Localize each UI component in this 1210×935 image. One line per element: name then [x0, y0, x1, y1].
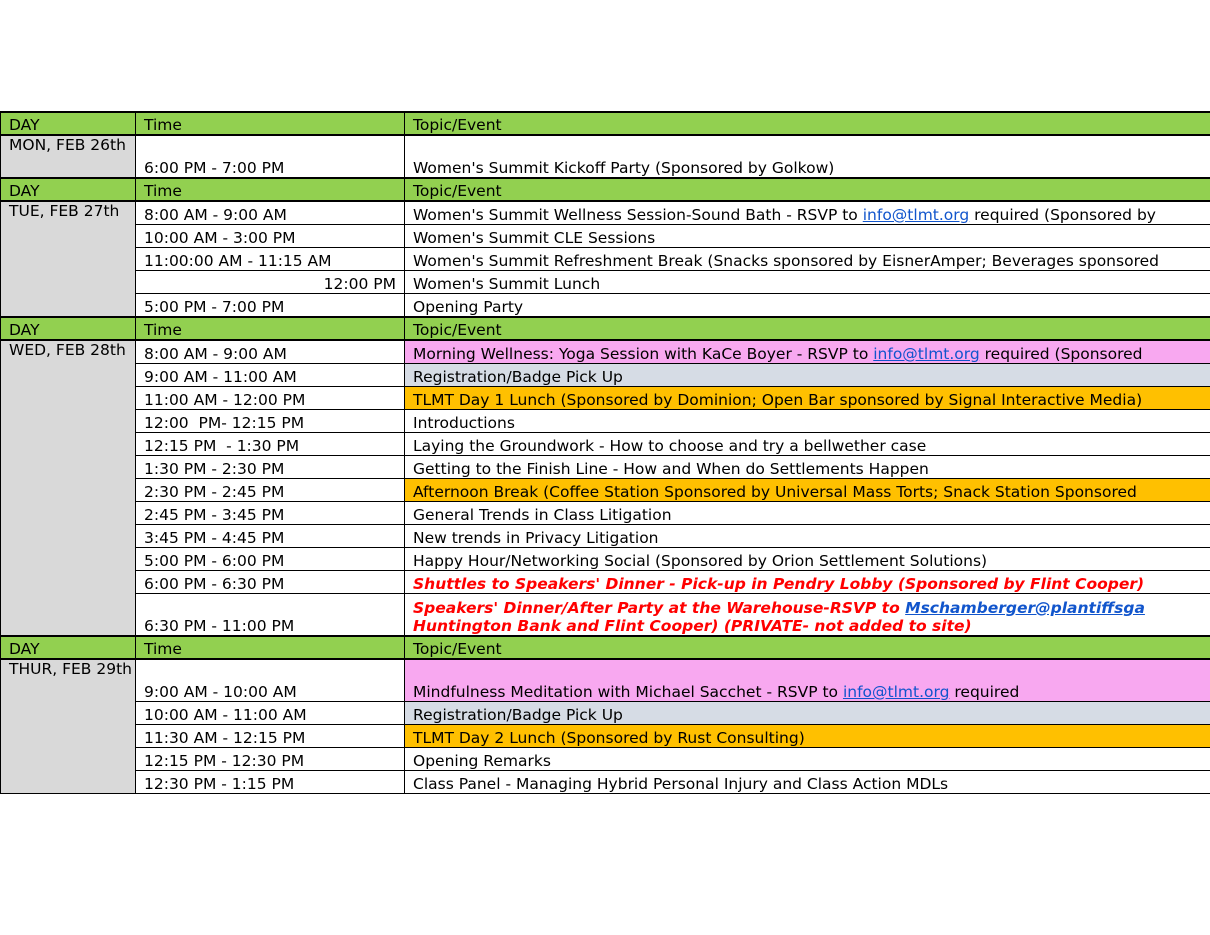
event-row — [1, 294, 1210, 318]
header-day: DAY — [1, 112, 136, 135]
event-row — [1, 594, 1210, 637]
event-time: 12:00 PM- 12:15 PM — [136, 410, 405, 433]
rsvp-email-link[interactable]: Mschamberger@plantiffsga — [905, 599, 1145, 617]
header-row — [1, 112, 1210, 135]
event-time: 5:00 PM - 7:00 PM — [136, 294, 405, 318]
event-topic: Women's Summit Lunch — [405, 271, 1210, 294]
event-row — [1, 479, 1210, 502]
header-time: Time — [136, 178, 405, 201]
event-topic — [405, 594, 1210, 637]
header-topic: Topic/Event — [405, 636, 1210, 659]
event-time: 12:00 PM — [136, 271, 405, 294]
event-time: 1:30 PM - 2:30 PM — [136, 456, 405, 479]
event-row — [1, 387, 1210, 410]
event-time: 8:00 AM - 9:00 AM — [136, 340, 405, 364]
day-label: MON, FEB 26th — [1, 135, 136, 178]
event-time: 6:00 PM - 6:30 PM — [136, 571, 405, 594]
event-row — [1, 271, 1210, 294]
event-time: 10:00 AM - 11:00 AM — [136, 702, 405, 725]
event-topic: Introductions — [405, 410, 1210, 433]
topic-text: required (Sponsored by — [969, 206, 1156, 224]
event-topic: Afternoon Break (Coffee Station Sponsored by Universal Mass Torts; Snack Station Sponsored — [405, 479, 1210, 502]
event-time: 3:45 PM - 4:45 PM — [136, 525, 405, 548]
event-time: 9:00 AM - 10:00 AM — [136, 659, 405, 702]
header-topic: Topic/Event — [405, 178, 1210, 201]
topic-line-2: Huntington Bank and Flint Cooper) (PRIVATE- not added to site) — [413, 617, 972, 635]
event-topic: Opening Remarks — [405, 748, 1210, 771]
event-topic: Women's Summit Kickoff Party (Sponsored by Golkow) — [405, 135, 1210, 178]
event-time: 9:00 AM - 11:00 AM — [136, 364, 405, 387]
event-topic — [405, 201, 1210, 225]
header-day: DAY — [1, 178, 136, 201]
topic-text: Mindfulness Meditation with Michael Sacchet - RSVP to — [413, 683, 843, 701]
event-row — [1, 502, 1210, 525]
event-topic: New trends in Privacy Litigation — [405, 525, 1210, 548]
header-row — [1, 317, 1210, 340]
rsvp-email-link[interactable]: info@tlmt.org — [873, 345, 980, 363]
event-row — [1, 525, 1210, 548]
topic-text: Morning Wellness: Yoga Session with KaCe Boyer - RSVP to — [413, 345, 874, 363]
event-row — [1, 248, 1210, 271]
event-time: 5:00 PM - 6:00 PM — [136, 548, 405, 571]
event-row — [1, 702, 1210, 725]
event-row — [1, 771, 1210, 794]
event-topic: General Trends in Class Litigation — [405, 502, 1210, 525]
event-time: 6:00 PM - 7:00 PM — [136, 135, 405, 178]
event-row — [1, 456, 1210, 479]
event-row — [1, 659, 1210, 702]
topic-text: required (Sponsored — [979, 345, 1143, 363]
event-topic — [405, 659, 1210, 702]
topic-text: Women's Summit Wellness Session-Sound Bath - RSVP to — [413, 206, 863, 224]
event-topic: Class Panel - Managing Hybrid Personal Injury and Class Action MDLs — [405, 771, 1210, 794]
topic-line-1 — [413, 599, 1210, 617]
event-time: 12:30 PM - 1:15 PM — [136, 771, 405, 794]
event-time: 12:15 PM - 1:30 PM — [136, 433, 405, 456]
event-time: 11:00 AM - 12:00 PM — [136, 387, 405, 410]
event-topic: Women's Summit CLE Sessions — [405, 225, 1210, 248]
header-row — [1, 636, 1210, 659]
header-time: Time — [136, 317, 405, 340]
event-time: 11:00:00 AM - 11:15 AM — [136, 248, 405, 271]
event-row — [1, 433, 1210, 456]
event-row — [1, 340, 1210, 364]
event-topic: Shuttles to Speakers' Dinner - Pick-up in Pendry Lobby (Sponsored by Flint Cooper) — [405, 571, 1210, 594]
rsvp-email-link[interactable]: info@tlmt.org — [862, 206, 970, 224]
day-label: THUR, FEB 29th — [1, 659, 136, 794]
event-time: 6:30 PM - 11:00 PM — [136, 594, 405, 637]
event-row — [1, 201, 1210, 225]
event-row — [1, 225, 1210, 248]
event-row — [1, 748, 1210, 771]
rsvp-email-link[interactable]: info@tlmt.org — [842, 683, 950, 701]
header-day: DAY — [1, 317, 136, 340]
day-label: TUE, FEB 27th — [1, 201, 136, 317]
event-topic: Registration/Badge Pick Up — [405, 364, 1210, 387]
event-topic: Happy Hour/Networking Social (Sponsored by Orion Settlement Solutions) — [405, 548, 1210, 571]
event-topic: Laying the Groundwork - How to choose and try a bellwether case — [405, 433, 1210, 456]
event-row — [1, 410, 1210, 433]
event-time: 8:00 AM - 9:00 AM — [136, 201, 405, 225]
event-topic: Opening Party — [405, 294, 1210, 318]
event-topic: TLMT Day 1 Lunch (Sponsored by Dominion; Open Bar sponsored by Signal Interactive Media) — [405, 387, 1210, 410]
event-time: 2:45 PM - 3:45 PM — [136, 502, 405, 525]
topic-text: Speakers' Dinner/After Party at the Warehouse-RSVP to — [413, 599, 906, 617]
event-row — [1, 364, 1210, 387]
event-row — [1, 571, 1210, 594]
event-row — [1, 548, 1210, 571]
event-topic — [405, 340, 1210, 364]
event-row — [1, 135, 1210, 178]
event-time: 11:30 AM - 12:15 PM — [136, 725, 405, 748]
day-label: WED, FEB 28th — [1, 340, 136, 636]
header-day: DAY — [1, 636, 136, 659]
header-row — [1, 178, 1210, 201]
event-time: 2:30 PM - 2:45 PM — [136, 479, 405, 502]
header-topic: Topic/Event — [405, 112, 1210, 135]
schedule-table — [0, 111, 1210, 794]
header-topic: Topic/Event — [405, 317, 1210, 340]
event-topic: TLMT Day 2 Lunch (Sponsored by Rust Consulting) — [405, 725, 1210, 748]
event-time: 12:15 PM - 12:30 PM — [136, 748, 405, 771]
event-topic: Getting to the Finish Line - How and When do Settlements Happen — [405, 456, 1210, 479]
event-topic: Registration/Badge Pick Up — [405, 702, 1210, 725]
header-time: Time — [136, 636, 405, 659]
event-row — [1, 725, 1210, 748]
topic-text: required — [949, 683, 1020, 701]
event-topic: Women's Summit Refreshment Break (Snacks sponsored by EisnerAmper; Beverages sponsored — [405, 248, 1210, 271]
event-time: 10:00 AM - 3:00 PM — [136, 225, 405, 248]
schedule-sheet — [0, 111, 1210, 807]
header-time: Time — [136, 112, 405, 135]
